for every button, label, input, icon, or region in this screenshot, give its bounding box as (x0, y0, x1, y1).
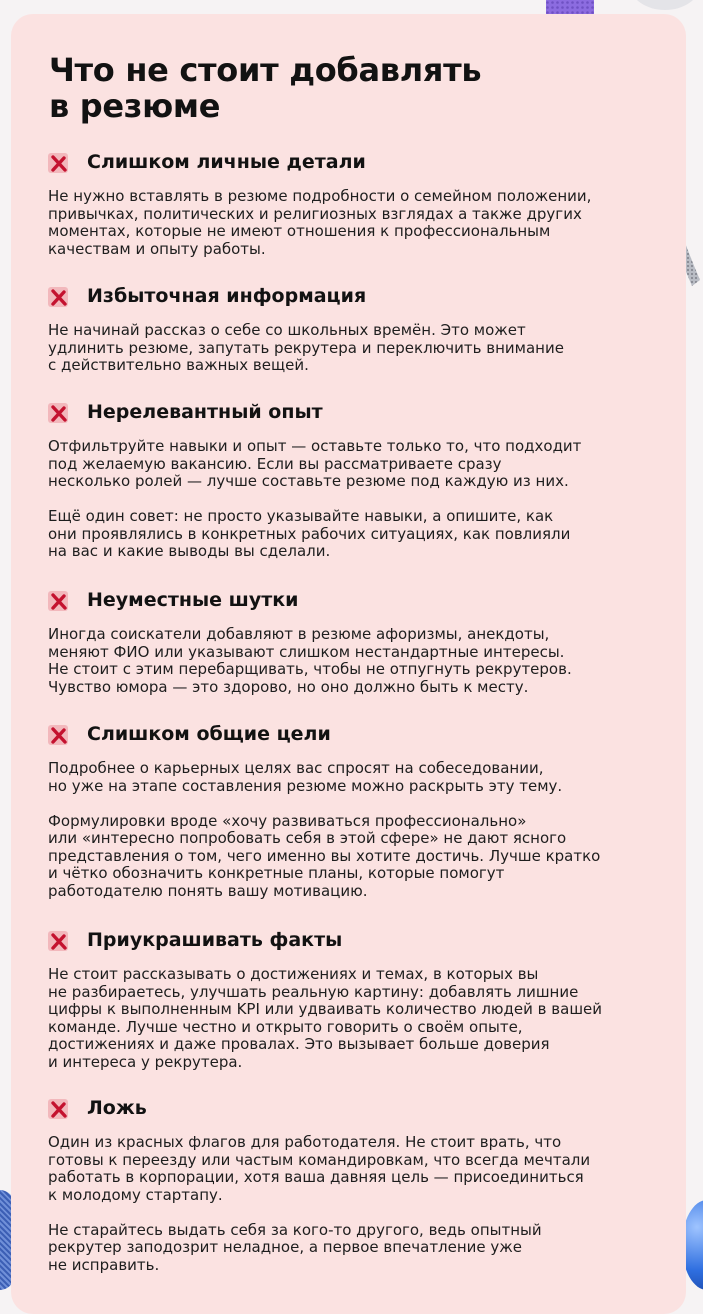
section (48, 722, 648, 900)
section-paragraph: Ещё один совет: не просто указывайте навыки, а опишите, как они проявлялись в конкретных рабочих ситуациях, как повлияли на вас и какие выводы вы сделали. (48, 507, 571, 560)
section-paragraph: Один из красных флагов для работодателя. Не стоит врать, что готовы к переезду или частым командировкам, что всегда мечтали работать в корпорации, хотя ваша давняя цель — присоединиться к молодому стартапу. (48, 1133, 591, 1204)
section-header (48, 1096, 648, 1122)
section (48, 284, 648, 375)
white-ball-decoration (630, 0, 700, 10)
section-paragraph: Формулировки вроде «хочу развиваться профессионально» или «интересно попробовать себя в этой сфере» не дают ясного представления о том, чего именно вы хотите достичь. Лучше кратко и чётко обозначить конкретные планы, которые помогут работодателю понять вашу мотивацию. (48, 811, 601, 900)
cross-mark-icon (48, 1099, 70, 1121)
section-title: Слишком личные детали (87, 151, 366, 173)
section-header (48, 400, 648, 426)
cross-mark-icon (48, 725, 70, 747)
cross-mark-icon (48, 591, 70, 613)
section-paragraph: Не стоит рассказывать о достижениях и темах, в которых вы не разбираетесь, улучшать реальную картину: добавлять лишние цифры к выполненным KPI или удваивать количество людей в вашей команде. Лучше честно и открыто говорить о своём опыте, достижениях и даже провалах. Это вызывает больше доверия и интереса у рекрутера. (48, 965, 603, 1071)
section-title: Слишком общие цели (87, 723, 331, 745)
section-paragraph: Не старайтесь выдать себя за кого-то другого, ведь опытный рекрутер заподозрит неладное, а первое впечатление уже не исправить. (48, 1220, 542, 1274)
section-title: Приукрашивать факты (87, 929, 343, 951)
section (48, 150, 648, 258)
cross-mark-icon (48, 931, 70, 953)
section-paragraph: Подробнее о карьерных целях вас спросят на собеседовании, но уже на этапе составления резюме можно раскрыть эту тему. (48, 759, 563, 795)
cross-mark-icon (48, 153, 70, 175)
section-title: Ложь (87, 1097, 147, 1119)
section (48, 400, 648, 561)
section-header (48, 588, 648, 614)
section-paragraph: Не нужно вставлять в резюме подробности о семейном положении, привычках, политических и религиозных взглядах а также других моментах, которые не имеют отношения к профессиональным качествам и опыту работы. (48, 187, 592, 258)
section-title: Избыточная информация (87, 285, 367, 307)
section-title: Неуместные шутки (87, 589, 299, 611)
section (48, 928, 648, 1071)
section-paragraph: Не начинай рассказ о себе со школьных времён. Это может удлинить резюме, запутать рекрутера и переключить внимание с действительно важных вещей. (48, 321, 564, 374)
section-header (48, 722, 648, 748)
section-paragraph: Отфильтруйте навыки и опыт — оставьте только то, что подходит под желаемую вакансию. Если вы рассматриваете сразу несколько ролей — лучше составьте резюме под каждую из них. (48, 437, 582, 490)
section-paragraph: Иногда соискатели добавляют в резюме афоризмы, анекдоты, меняют ФИО или указывают слишком нестандартные интересы. Не стоит с этим перебарщивать, чтобы не отпугнуть рекрутеров. Чувство юмора — это здорово, но оно должно быть к месту. (48, 625, 572, 696)
cross-mark-icon (48, 287, 70, 309)
section-header (48, 928, 648, 954)
section (48, 1096, 648, 1274)
cross-mark-icon (48, 403, 70, 425)
section (48, 588, 648, 696)
section-title: Нерелевантный опыт (87, 401, 323, 423)
section-header (48, 284, 648, 310)
page-title: Что не стоит добавлять в резюме (49, 51, 482, 125)
section-header (48, 150, 648, 176)
